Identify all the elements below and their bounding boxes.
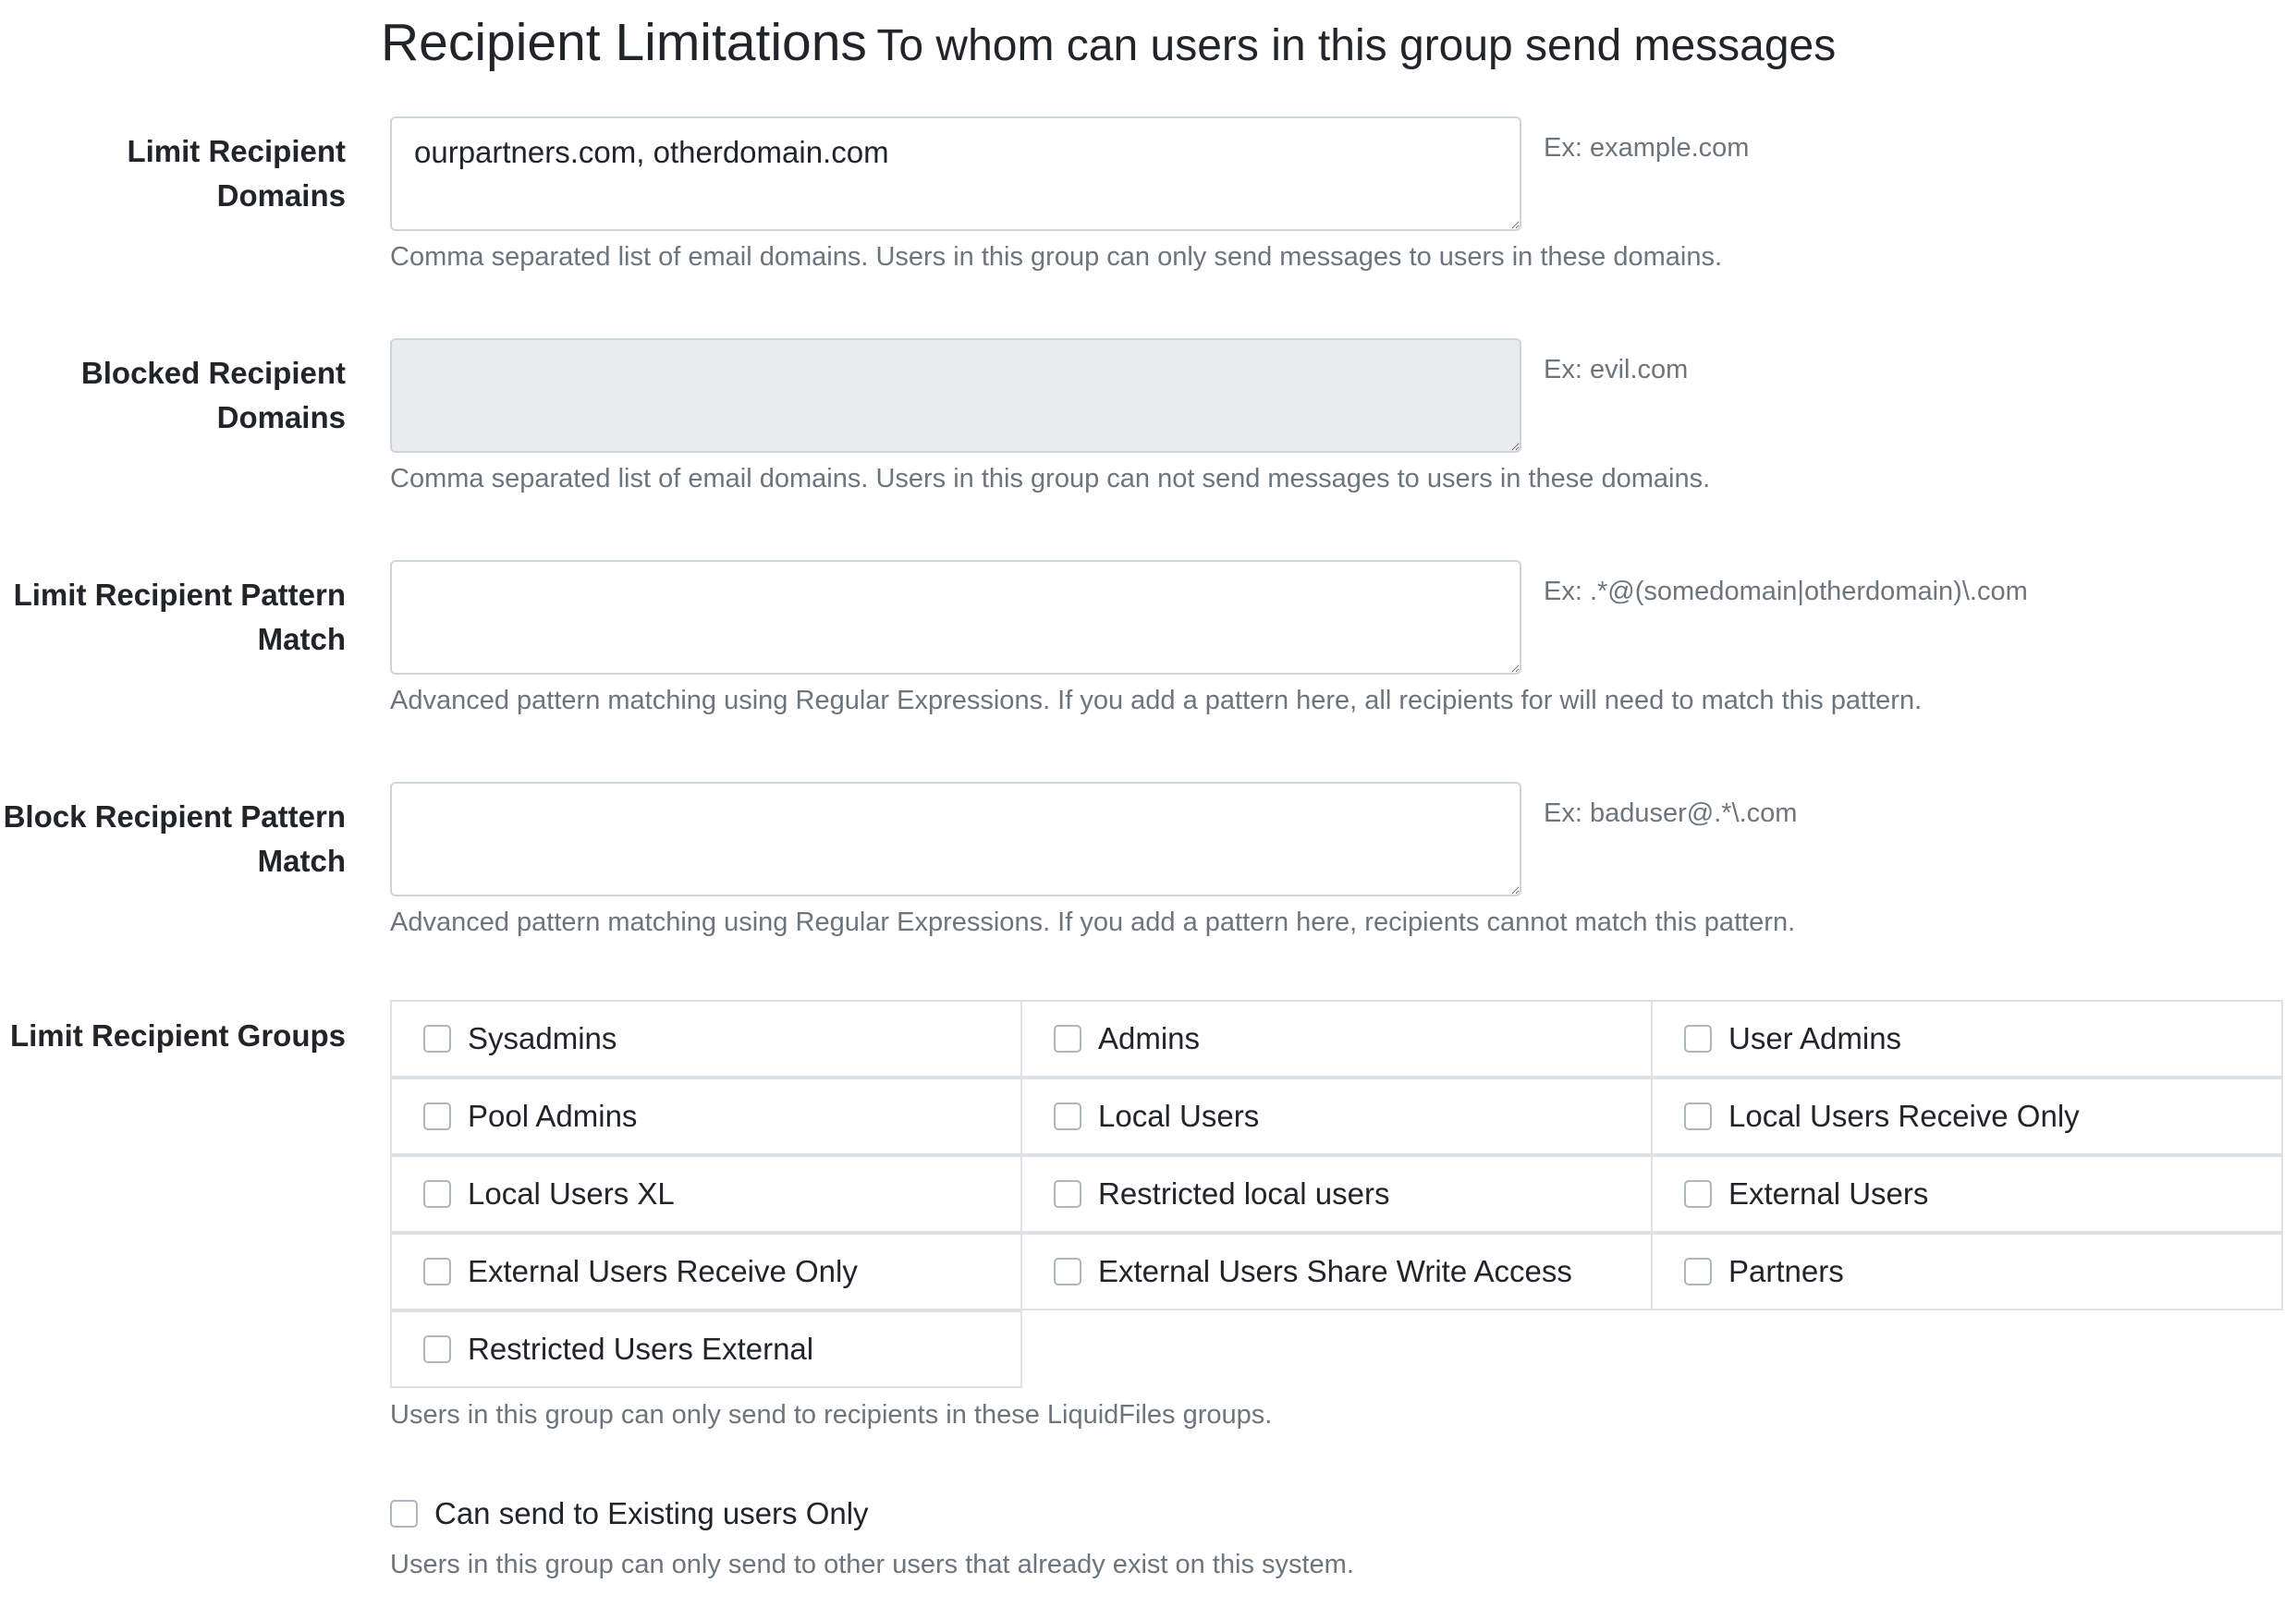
limit-recipient-domains-example: Ex: example.com <box>1544 133 1750 163</box>
checkbox[interactable] <box>1684 1180 1712 1208</box>
limit-recipient-domains-input[interactable] <box>390 116 1521 231</box>
checkbox[interactable] <box>423 1335 451 1363</box>
existing-users-label: Can send to Existing users Only <box>434 1496 869 1530</box>
group-option[interactable] <box>1020 1078 1653 1155</box>
label-line: Domains <box>216 400 346 434</box>
limit-recipient-domains-label <box>0 129 346 218</box>
limit-recipient-pattern-label <box>0 573 346 662</box>
limit-recipient-domains-help: Comma separated list of email domains. Users in this group can only send messages to users in these domains. <box>390 242 1723 272</box>
blocked-recipient-domains-example: Ex: evil.com <box>1544 355 1689 384</box>
blocked-recipient-domains-help: Comma separated list of email domains. Users in this group can not send messages to users in these domains. <box>390 464 1711 493</box>
group-option[interactable] <box>390 1310 1022 1388</box>
group-option[interactable] <box>390 1155 1022 1233</box>
checkbox[interactable] <box>423 1180 451 1208</box>
group-option[interactable] <box>390 1078 1022 1155</box>
checkbox[interactable] <box>1684 1102 1712 1130</box>
block-recipient-pattern-example: Ex: baduser@.*\.com <box>1544 798 1798 828</box>
checkbox[interactable] <box>1054 1180 1081 1208</box>
existing-users-option[interactable] <box>390 1493 1056 1534</box>
group-option-label: Local Users <box>1098 1099 1260 1133</box>
block-recipient-pattern-input[interactable] <box>390 782 1521 896</box>
block-recipient-pattern-label <box>0 795 346 883</box>
checkbox[interactable] <box>1054 1025 1081 1053</box>
group-option-label: User Admins <box>1728 1021 1902 1055</box>
label-line: Blocked Recipient <box>80 356 346 390</box>
label-line: Match <box>257 844 346 878</box>
checkbox[interactable] <box>1054 1258 1081 1285</box>
limit-recipient-pattern-example: Ex: .*@(somedomain|otherdomain)\.com <box>1544 577 2028 606</box>
page-header <box>381 6 1836 79</box>
group-option[interactable] <box>390 1233 1022 1310</box>
limit-recipient-groups-label: Limit Recipient Groups <box>9 1018 346 1053</box>
group-option-label: Restricted Users External <box>468 1332 814 1366</box>
group-option-label: Partners <box>1728 1254 1844 1288</box>
existing-users-help: Users in this group can only send to other users that already exist on this system. <box>390 1550 1354 1579</box>
limit-recipient-pattern-input[interactable] <box>390 560 1521 675</box>
group-option[interactable] <box>1651 1078 2283 1155</box>
block-recipient-pattern-help: Advanced pattern matching using Regular Expressions. If you add a pattern here, recipients cannot match this pattern. <box>390 908 1796 937</box>
label-line: Limit Recipient Pattern <box>13 578 346 612</box>
blocked-recipient-domains-input[interactable] <box>390 338 1521 453</box>
group-option[interactable] <box>1651 1155 2283 1233</box>
checkbox[interactable] <box>423 1102 451 1130</box>
group-option-label: Local Users XL <box>468 1176 675 1211</box>
group-option-label: Sysadmins <box>468 1021 617 1055</box>
group-option[interactable] <box>1020 1155 1653 1233</box>
group-option-label: External Users <box>1728 1176 1929 1211</box>
group-option-label: External Users Share Write Access <box>1098 1254 1572 1288</box>
group-option[interactable] <box>390 1000 1022 1078</box>
group-option-label: Restricted local users <box>1098 1176 1390 1211</box>
label-line: Limit Recipient <box>127 134 346 168</box>
checkbox[interactable] <box>1054 1102 1081 1130</box>
page-title: Recipient Limitations <box>381 13 867 72</box>
blocked-recipient-domains-label <box>0 351 346 440</box>
group-option-label: Admins <box>1098 1021 1201 1055</box>
group-option-label: Local Users Receive Only <box>1728 1099 2080 1133</box>
checkbox[interactable] <box>423 1025 451 1053</box>
label-line: Domains <box>216 178 346 213</box>
groups-help: Users in this group can only send to recipients in these LiquidFiles groups. <box>390 1400 1273 1430</box>
checkbox[interactable] <box>423 1258 451 1285</box>
group-option[interactable] <box>1651 1000 2283 1078</box>
checkbox[interactable] <box>1684 1258 1712 1285</box>
page-subtitle: To whom can users in this group send messages <box>876 21 1837 70</box>
group-option[interactable] <box>1651 1233 2283 1310</box>
checkbox[interactable] <box>1684 1025 1712 1053</box>
group-option[interactable] <box>1020 1000 1653 1078</box>
group-option[interactable] <box>1020 1233 1653 1310</box>
label-line: Block Recipient Pattern <box>3 799 346 834</box>
group-option-label: External Users Receive Only <box>468 1254 858 1288</box>
group-option-label: Pool Admins <box>468 1099 638 1133</box>
checkbox[interactable] <box>390 1500 418 1528</box>
label-line: Match <box>257 622 346 656</box>
limit-recipient-pattern-help: Advanced pattern matching using Regular Expressions. If you add a pattern here, all recipients for will need to match this pattern. <box>390 686 1923 715</box>
